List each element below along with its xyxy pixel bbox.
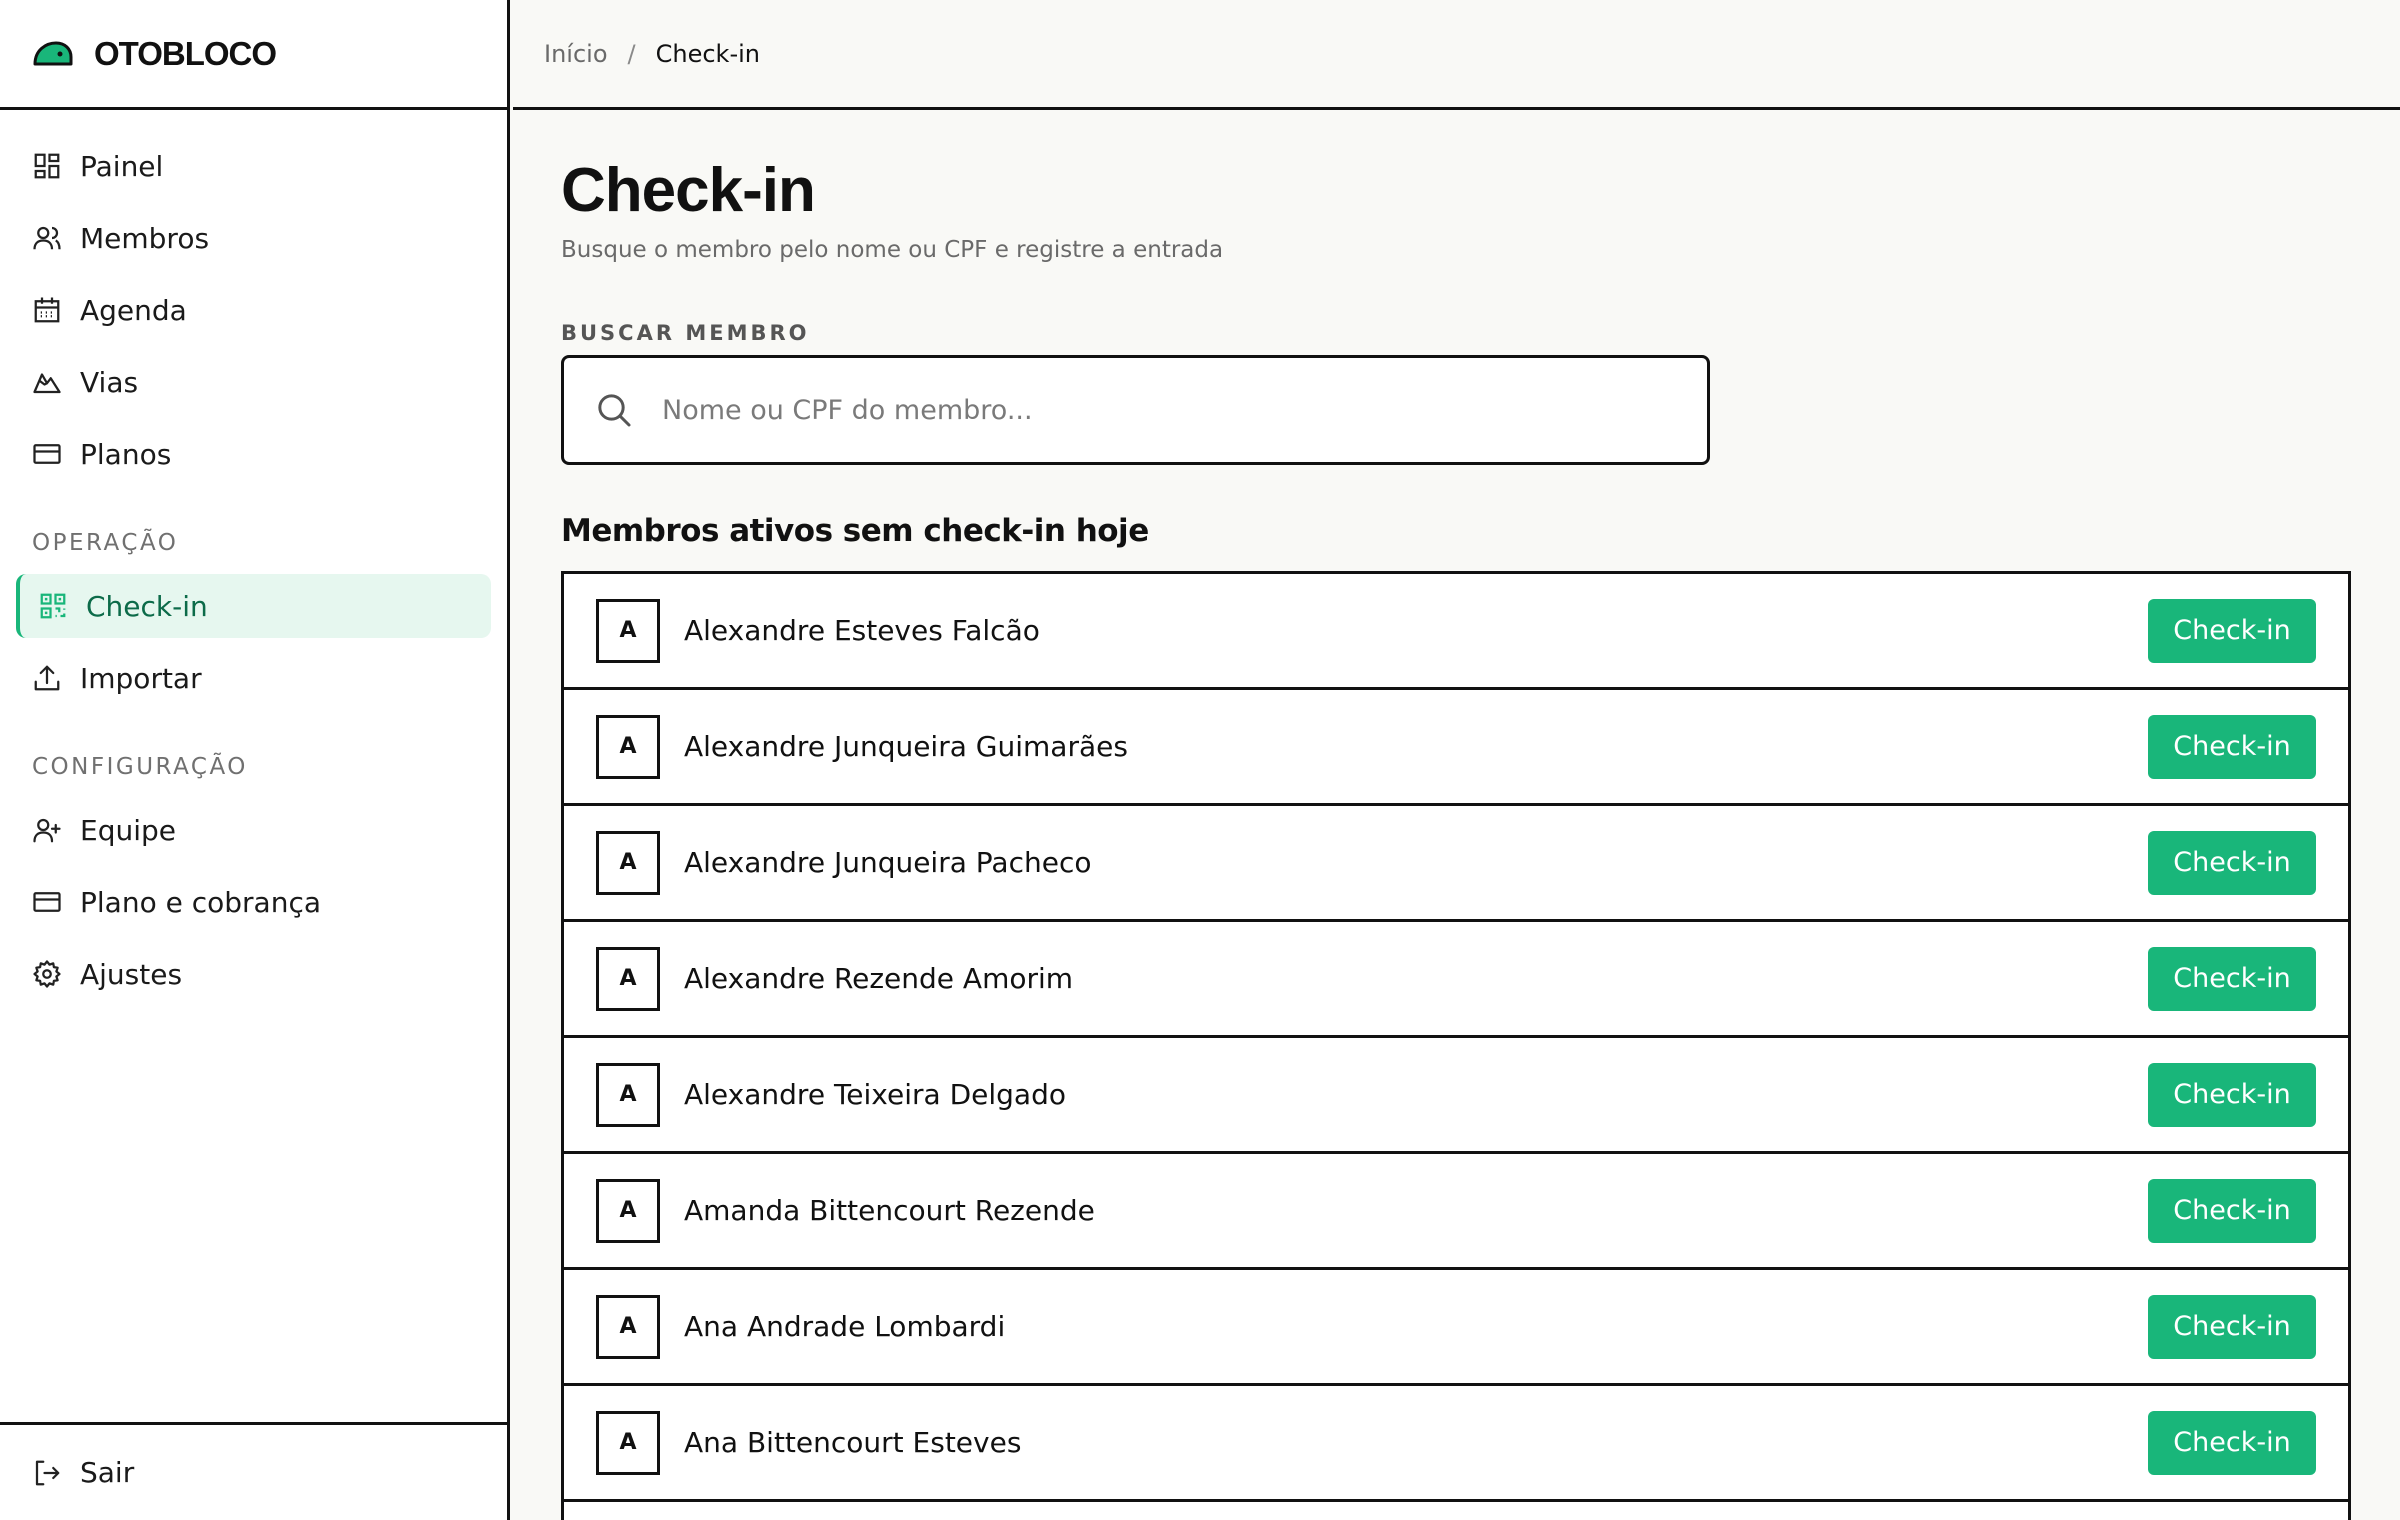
member-list — [561, 571, 2351, 1520]
logout-label: Sair — [80, 1456, 135, 1489]
logout-icon — [32, 1458, 62, 1488]
avatar: A — [596, 947, 660, 1011]
section-title-operacao: OPERAÇÃO — [32, 530, 179, 556]
avatar: A — [596, 831, 660, 895]
card-icon — [32, 887, 62, 917]
page-subtitle: Busque o membro pelo nome ou CPF e registre a entrada — [561, 237, 1224, 264]
avatar: A — [596, 1063, 660, 1127]
sidebar-item-agenda[interactable] — [16, 278, 491, 342]
check-in-button[interactable]: Check-in — [2148, 947, 2316, 1011]
list-item-partial — [564, 1502, 2348, 1520]
breadcrumb-separator: / — [627, 39, 636, 68]
member-name: Alexandre Junqueira Guimarães — [684, 730, 1128, 764]
sidebar-item-label: Vias — [80, 365, 139, 399]
sidebar — [0, 0, 510, 1520]
list-item — [564, 1270, 2348, 1386]
card-icon — [32, 439, 62, 469]
list-title: Membros ativos sem check-in hoje — [561, 513, 1149, 550]
sidebar-item-label: Ajustes — [80, 957, 183, 991]
mountain-icon — [32, 367, 62, 397]
logout-button[interactable] — [16, 1441, 491, 1505]
sidebar-item-label: Importar — [80, 661, 202, 695]
brand[interactable] — [0, 0, 507, 110]
sidebar-footer — [0, 1422, 507, 1520]
sidebar-item-painel[interactable] — [16, 134, 491, 198]
list-item — [564, 1386, 2348, 1502]
member-name: Alexandre Junqueira Pacheco — [684, 846, 1092, 880]
sidebar-item-ajustes[interactable] — [16, 942, 491, 1006]
breadcrumb-home[interactable]: Início — [544, 39, 608, 68]
member-name: Alexandre Esteves Falcão — [684, 614, 1040, 648]
sidebar-item-importar[interactable] — [16, 646, 491, 710]
dashboard-icon — [32, 151, 62, 181]
check-in-button[interactable]: Check-in — [2148, 1063, 2316, 1127]
logo-icon — [32, 40, 74, 68]
upload-icon — [32, 663, 62, 693]
sidebar-item-plano-e-cobranca[interactable] — [16, 870, 491, 934]
sidebar-item-equipe[interactable] — [16, 798, 491, 862]
search-label: BUSCAR MEMBRO — [561, 321, 810, 346]
sidebar-item-membros[interactable] — [16, 206, 491, 270]
list-item — [564, 1038, 2348, 1154]
page-title: Check-in — [561, 156, 815, 225]
list-item — [564, 574, 2348, 690]
sidebar-item-planos[interactable] — [16, 422, 491, 486]
list-item — [564, 806, 2348, 922]
main-nav — [0, 110, 507, 1006]
qr-code-icon — [38, 591, 68, 621]
check-in-button[interactable]: Check-in — [2148, 1179, 2316, 1243]
check-in-button[interactable]: Check-in — [2148, 1295, 2316, 1359]
avatar: A — [596, 715, 660, 779]
section-title-configuracao: CONFIGURAÇÃO — [32, 754, 248, 780]
check-in-button[interactable]: Check-in — [2148, 715, 2316, 779]
list-item — [564, 1154, 2348, 1270]
list-item — [564, 690, 2348, 806]
member-name: Ana Andrade Lombardi — [684, 1310, 1006, 1344]
member-name: Alexandre Teixeira Delgado — [684, 1078, 1066, 1112]
search-input[interactable] — [662, 395, 1662, 426]
avatar: A — [596, 1295, 660, 1359]
sidebar-item-label: Agenda — [80, 293, 187, 327]
user-plus-icon — [32, 815, 62, 845]
breadcrumb — [513, 0, 2400, 110]
sidebar-item-label: Painel — [80, 149, 164, 183]
member-name: Alexandre Rezende Amorim — [684, 962, 1074, 996]
sidebar-item-label: Planos — [80, 437, 172, 471]
sidebar-item-label: Check-in — [86, 589, 208, 623]
sidebar-item-vias[interactable] — [16, 350, 491, 414]
check-in-button[interactable]: Check-in — [2148, 599, 2316, 663]
avatar: A — [596, 599, 660, 663]
users-icon — [32, 223, 62, 253]
avatar: A — [596, 1179, 660, 1243]
brand-name: OTOBLOCO — [94, 34, 277, 72]
sidebar-item-label: Plano e cobrança — [80, 885, 321, 919]
check-in-button[interactable]: Check-in — [2148, 1411, 2316, 1475]
avatar: A — [596, 1411, 660, 1475]
member-name: Amanda Bittencourt Rezende — [684, 1194, 1095, 1228]
main-content — [513, 113, 2400, 1520]
list-item — [564, 922, 2348, 1038]
search-icon — [594, 390, 634, 430]
calendar-icon — [32, 295, 62, 325]
sidebar-item-label: Equipe — [80, 813, 176, 847]
breadcrumb-current: Check-in — [655, 39, 760, 68]
gear-icon — [32, 959, 62, 989]
member-name: Ana Bittencourt Esteves — [684, 1426, 1022, 1460]
search-box[interactable] — [561, 355, 1710, 465]
sidebar-item-label: Membros — [80, 221, 210, 255]
sidebar-item-check-in[interactable] — [16, 574, 491, 638]
check-in-button[interactable]: Check-in — [2148, 831, 2316, 895]
